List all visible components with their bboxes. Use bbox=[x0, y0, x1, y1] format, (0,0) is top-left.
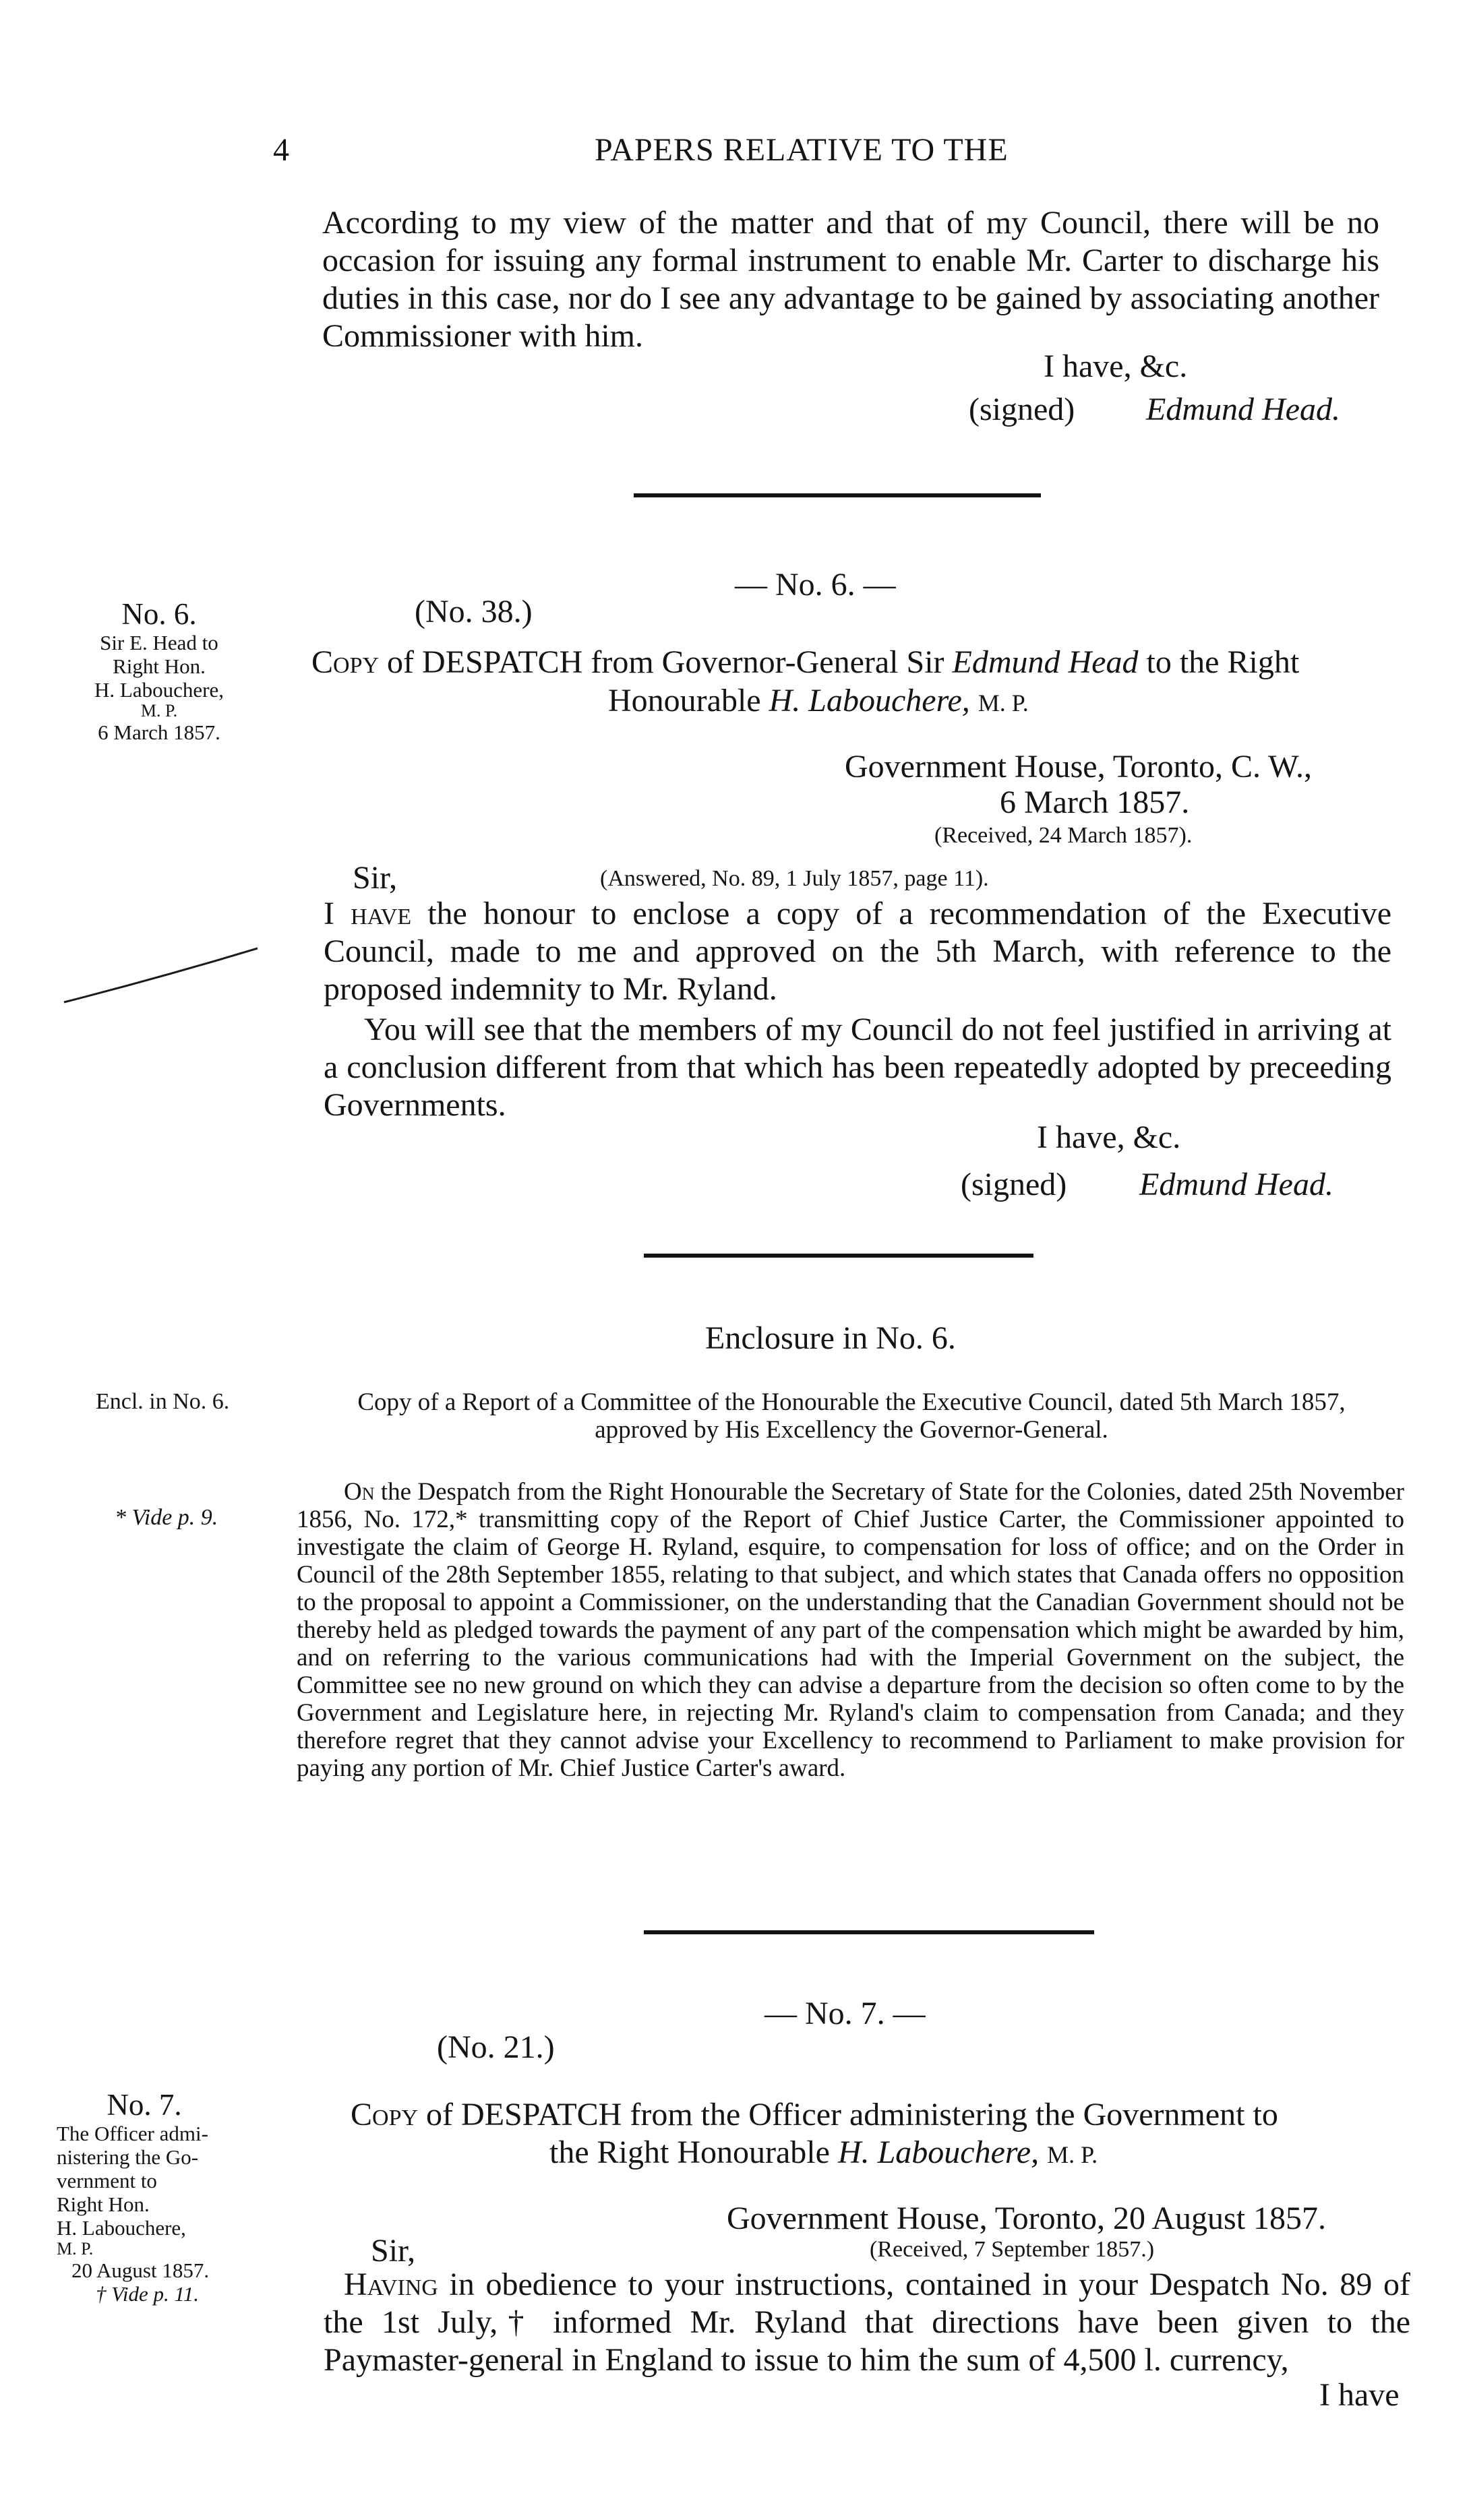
no7-margin-line: Right Hon. bbox=[57, 2192, 150, 2216]
no7-margin-line: vernment to bbox=[57, 2169, 157, 2192]
no7-place-date: Government House, Toronto, 20 August 1857. bbox=[727, 2201, 1327, 2236]
section-divider bbox=[644, 1930, 1094, 1934]
no6-title-line2-name: H. Labouchere, bbox=[769, 683, 970, 718]
intro-closing: I have, &c. bbox=[1044, 348, 1188, 384]
intro-signature: Edmund Head. bbox=[1146, 392, 1340, 427]
no6-signature: Edmund Head. bbox=[1139, 1167, 1333, 1202]
no6-closing: I have, &c. bbox=[1037, 1119, 1181, 1155]
no7-margin-line: nistering the Go- bbox=[57, 2145, 199, 2169]
running-title: PAPERS RELATIVE TO THE bbox=[595, 132, 1009, 168]
no6-title-after: to the Right bbox=[1146, 644, 1300, 680]
no7-p1-text: in obedience to your instructions, contained in your Despatch No. 89 of the 1st July,† informed Mr. Ryland that directions have been given to the Paymaster-general in England to issue to him the sum of 4,500 l. currency, bbox=[324, 2267, 1410, 2378]
no6-p2-text: You will see that the members of my Council do not feel justified in arriving at a conclusion different from that which has been repeatedly adopted by preceeding Governments. bbox=[324, 1012, 1391, 1123]
no6-ref: (No. 38.) bbox=[415, 594, 533, 629]
no6-margin-line: H. Labouchere, bbox=[94, 678, 224, 702]
section-divider bbox=[634, 493, 1041, 497]
no6-margin-title: No. 6. bbox=[121, 597, 197, 631]
no7-title-line2-pre: the Right Honourable bbox=[549, 2134, 830, 2170]
no6-title-prefix: Copy bbox=[311, 644, 380, 680]
no6-title-line2-pre: Honourable bbox=[608, 683, 761, 718]
no6-title-name: Edmund Head bbox=[952, 644, 1139, 680]
no7-title-prefix: Copy bbox=[351, 2097, 419, 2132]
enclosure-margin-label: Encl. in No. 6. bbox=[96, 1389, 230, 1414]
no6-heading: — No. 6. — bbox=[735, 567, 896, 603]
no7-title-line2-post: M. P. bbox=[1047, 2141, 1098, 2168]
no6-date: 6 March 1857. bbox=[1000, 785, 1190, 820]
enclosure-body-text: the Despatch from the Right Honourable the Secretary of State for the Colonies, dated 25th November 1856, No. 172,* transmitting copy of the Report of Chief Justice Carter, the Commissioner appointed to investigate the claim of George H. Ryland, esquire, to compensation for loss of office; and on the Order in Council of the 28th September 1855, relating to that subject, and which states that Canada offers no opposition to the proposal to appoint a Commissioner, on the understanding that the Canadian Government should not be thereby held as pledged towards the payment of any part of the compensation which might be awarded by him, and on referring to the various communications had with the Imperial Government on the subject, the Committee see no new ground on which they can advise a departure from the decision so often come to by the Government and Legislature here, in rejecting Mr. Ryland's claim to compensation from Canada; and they therefore regret that they cannot advise your Excellency to recommend to Parliament to make provision for paying any portion of Mr. Chief Justice Carter's award. bbox=[297, 1478, 1404, 1782]
no6-margin-line: Right Hon. bbox=[113, 654, 206, 678]
no7-title bbox=[351, 2096, 1278, 2134]
enclosure-body bbox=[297, 1478, 1404, 1782]
no7-ref: (No. 21.) bbox=[437, 2029, 555, 2065]
no7-margin-note bbox=[57, 2088, 272, 2306]
no6-paragraph-1 bbox=[324, 895, 1391, 1008]
intro-paragraph-text: According to my view of the matter and that of my Council, there will be no occasion for issuing any formal instrument to enable Mr. Carter to discharge his duties in this case, nor do I see any advantage to be gained by associating another Commissioner with him. bbox=[322, 205, 1379, 354]
no7-title-line2 bbox=[549, 2134, 1098, 2174]
no7-p1-lead: Having bbox=[344, 2267, 438, 2302]
enclosure-title-text: Copy of a Report of a Committee of the Honourable the Executive Council, dated 5th March 1857, approved by His Excellency the Governor-General. bbox=[357, 1388, 1346, 1444]
no6-margin-note bbox=[58, 597, 260, 744]
no6-title-line2 bbox=[608, 682, 1029, 722]
no6-received: (Received, 24 March 1857). bbox=[934, 823, 1193, 848]
intro-signed: (signed) bbox=[969, 392, 1075, 427]
no7-margin-line: H. Labouchere, bbox=[57, 2216, 186, 2240]
section-divider bbox=[644, 1254, 1033, 1258]
no6-p1-text: the honour to enclose a copy of a recommendation of the Executive Council, made to me and approved on the 5th March, with reference to the proposed indemnity to Mr. Ryland. bbox=[324, 896, 1392, 1007]
no6-margin-line: Sir E. Head to bbox=[100, 631, 218, 654]
no7-margin-title: No. 7. bbox=[107, 2088, 182, 2122]
catchword: I have bbox=[1319, 2377, 1400, 2413]
no6-title-main: of DESPATCH from Governor-General Sir bbox=[387, 644, 944, 680]
no6-title-line2-post: M. P. bbox=[978, 689, 1029, 716]
no6-answered: (Answered, No. 89, 1 July 1857, page 11). bbox=[600, 866, 989, 891]
no7-margin-vide: † Vide p. 11. bbox=[96, 2282, 199, 2306]
no6-p1-lead: I have bbox=[324, 896, 412, 931]
no7-margin-line: The Officer admi- bbox=[57, 2122, 208, 2145]
no6-signed: (signed) bbox=[961, 1167, 1067, 1202]
intro-paragraph bbox=[322, 204, 1379, 355]
no7-salutation: Sir, bbox=[371, 2233, 416, 2269]
no6-paragraph-2 bbox=[324, 1011, 1391, 1124]
no7-margin-line: 20 August 1857. bbox=[71, 2258, 210, 2282]
no6-salutation: Sir, bbox=[353, 860, 398, 896]
no7-title-line2-name: H. Labouchere, bbox=[837, 2134, 1040, 2170]
margin-pen-stroke bbox=[61, 940, 263, 1008]
no7-heading: — No. 7. — bbox=[764, 1996, 926, 2031]
no6-title bbox=[311, 644, 1299, 681]
enclosure-title bbox=[312, 1388, 1391, 1444]
no7-received: (Received, 7 September 1857.) bbox=[870, 2237, 1155, 2262]
no6-margin-line: 6 March 1857. bbox=[98, 720, 220, 744]
no6-place: Government House, Toronto, C. W., bbox=[845, 749, 1313, 785]
enclosure-margin-vide: * Vide p. 9. bbox=[115, 1505, 218, 1530]
no6-margin-line: M. P. bbox=[140, 701, 178, 720]
no7-title-main: of DESPATCH from the Officer administering the Government to bbox=[426, 2097, 1278, 2132]
enclosure-lead: On bbox=[344, 1478, 375, 1506]
no7-paragraph-1 bbox=[324, 2266, 1410, 2379]
no7-margin-line: M. P. bbox=[57, 2239, 94, 2258]
enclosure-heading: Enclosure in No. 6. bbox=[705, 1320, 956, 1356]
page-number: 4 bbox=[273, 132, 289, 168]
